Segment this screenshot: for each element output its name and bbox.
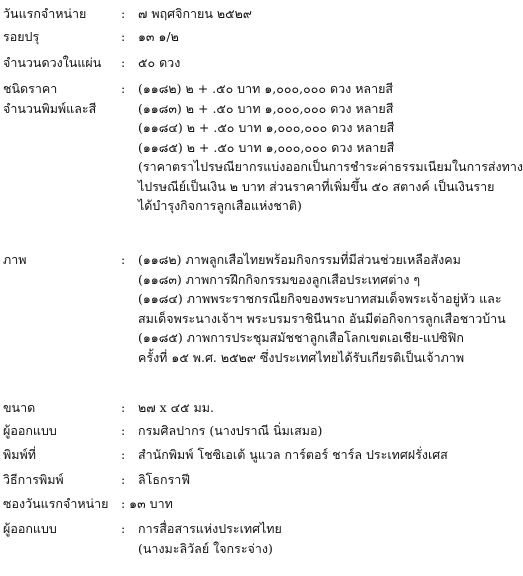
label-denomination: ชนิดราคา xyxy=(3,81,58,96)
picture-line: (๑๑๘๕) ภาพการประชุมสมัชชาลูกเสือโลกเขตเอเชีย-แปซิฟิก xyxy=(138,330,464,345)
label-envelope-designer: ผู้ออกแบบ xyxy=(3,521,57,536)
denomination-line: (๑๑๘๓) ๒ + .๕๐ บาท ๑,๐๐๐,๐๐๐ ดวง หลายสี xyxy=(138,100,394,116)
picture-line: สมเด็จพระนางเจ้าฯ พระบรมราชินีนาถ อันมีต่อกิจการลูกเสือชาวบ้าน xyxy=(138,310,506,326)
envelope-designer-line: การสื่อสารแห่งประเทศไทย xyxy=(138,521,282,536)
value-denomination xyxy=(138,79,523,216)
value-envelope: : ๑๓ บาท xyxy=(121,496,173,511)
denomination-note: ได้บำรุงกิจการลูกเสือแห่งชาติ) xyxy=(138,198,302,213)
picture-line: (๑๑๘๒) ภาพลูกเสือไทยพร้อมกิจกรรมที่มีส่วนช่วยเหลือสังคม xyxy=(138,252,461,267)
value-designer: กรมศิลปากร (นางปราณี นิ่มเสมอ) xyxy=(138,423,323,438)
picture-line: (๑๑๘๔) ภาพพระราชกรณียกิจของพระบาทสมเด็จพระเจ้าอยู่หัว และ xyxy=(138,291,502,306)
value-stamps-per-sheet: ๕๐ ดวง xyxy=(138,55,181,70)
label-perforation: รอยปรุ xyxy=(3,29,40,44)
label-designer: ผู้ออกแบบ xyxy=(3,423,57,438)
denomination-note: (ราคาตราไปรษณียากรแบ่งออกเป็นการชำระค่าธรรมเนียมในการส่งทาง xyxy=(138,159,523,174)
value-picture xyxy=(138,250,506,367)
label-size: ขนาด xyxy=(3,400,36,415)
label-method: วิธีการพิมพ์ xyxy=(3,472,64,487)
denomination-note: ไปรษณีย์เป็นเงิน ๒ บาท ส่วนราคาที่เพิ่มขึ้น ๕๐ สตางค์ เป็นเงินราย xyxy=(138,178,495,194)
denomination-line: (๑๑๘๒) ๒ + .๕๐ บาท ๑,๐๐๐,๐๐๐ ดวง หลายสี xyxy=(138,81,394,96)
label-printer: พิมพ์ที่ xyxy=(3,447,36,462)
value-size: ๒๗ x ๔๕ มม. xyxy=(138,400,214,415)
denomination-line: (๑๑๘๔) ๒ + .๕๐ บาท ๑,๐๐๐,๐๐๐ ดวง หลายสี xyxy=(138,120,395,135)
value-issue-date: ๗ พฤศจิกายน ๒๕๒๙ xyxy=(138,6,252,21)
value-envelope-designer xyxy=(138,519,478,558)
value-printer: สำนักพิมพ์ โชซิเอเต้ นูแวล การ์ตอร์ ชาร์ล ประเทศฝรั่งเศส xyxy=(138,447,448,462)
label-picture: ภาพ xyxy=(3,252,27,267)
stamp-spec-document: วันแรกจำหน่าย : ๗ พฤศจิกายน ๒๕๒๙ รอยปรุ : ๑๓ ๑/๒ จำนวนดวงในแผ่น : ๕๐ ดวง ชนิดราคา จำนวนพิมพ์และสี : (๑๑๘๒) ๒ + .๕๐ บาท ๑,๐๐๐,๐๐๐ ดวง หลายสี (๑๑๘๓) ๒ + .๕๐ บาท ๑,๐๐๐,๐๐๐ ดวง หลายสี (๑๑๘๔) ๒ + .๕๐ บาท ๑,๐๐๐,๐๐๐ ดวง หลายสี (๑๑๘๕) ๒ + .๕๐ บาท ๑,๐๐๐,๐๐๐ ดวง หลายสี (ราคาตราไปรษณียากรแบ่งออกเป็นการชำระค่าธรรมเนียมในการส่งทาง ไปรษณีย์เป็นเงิน ๒ บาท ส่วนราคาที่เพิ่มขึ้น ๕๐ สตางค์ เป็นเงินราย ได้บำรุงกิจการลูกเสือแห่งชาติ) ภาพ : (๑๑๘๒) ภาพลูกเสือไทยพร้อมกิจกรรมที่มีส่วนช่วยเหลือสังคม (๑๑๘๓) ภาพการฝึกกิจกรรมของลูกเสือประเทศต่าง ๆ (๑๑๘๔) ภาพพระราชกรณียกิจของพระบาทสมเด็จพระเจ้าอยู่หัว และ สมเด็จพระนางเจ้าฯ พระบรมราชินีนาถ อันมีต่อกิจการลูกเสือชาวบ้าน (๑๑๘๕) ภาพการประชุมสมัชชาลูกเสือโลกเขตเอเชีย-แปซิฟิก ครั้งที่ ๑๕ พ.ศ. ๒๕๒๙ ซึ่งประเทศไทยได้รับเกียรติเป็นเจ้าภาพ ขนาด : ๒๗ x ๔๕ มม. ผู้ออกแบบ : กรมศิลปากร (นางปราณี นิ่มเสมอ) พิมพ์ที่ : สำนักพิมพ์ โชซิเอเต้ นูแวล การ์ตอร์ ชาร์ล ประเทศฝรั่งเศส วิธีการพิมพ์ : ลิโธกราฟี ซองวันแรกจำหน่าย : ๑๓ บาท ผู้ออกแบบ : การสื่อสารแห่งประเทศไทย (นางมะลิวัลย์ ใจกระจ่าง) xyxy=(0,0,482,576)
denomination-line: (๑๑๘๕) ๒ + .๕๐ บาท ๑,๐๐๐,๐๐๐ ดวง หลายสี xyxy=(138,139,395,155)
value-method: ลิโธกราฟี xyxy=(138,472,191,487)
label-print-quantity: จำนวนพิมพ์และสี xyxy=(3,101,97,116)
picture-line: (๑๑๘๓) ภาพการฝึกกิจกรรมของลูกเสือประเทศต่าง ๆ xyxy=(138,271,421,287)
envelope-designer-line: (นางมะลิวัลย์ ใจกระจ่าง) xyxy=(138,540,273,556)
value-perforation: ๑๓ ๑/๒ xyxy=(138,29,179,44)
label-stamps-per-sheet: จำนวนดวงในแผ่น xyxy=(3,55,102,70)
label-issue-date: วันแรกจำหน่าย xyxy=(3,6,87,21)
picture-line: ครั้งที่ ๑๕ พ.ศ. ๒๕๒๙ ซึ่งประเทศไทยได้รับเกียรติเป็นเจ้าภาพ xyxy=(138,349,465,365)
label-envelope: ซองวันแรกจำหน่าย xyxy=(3,496,109,511)
